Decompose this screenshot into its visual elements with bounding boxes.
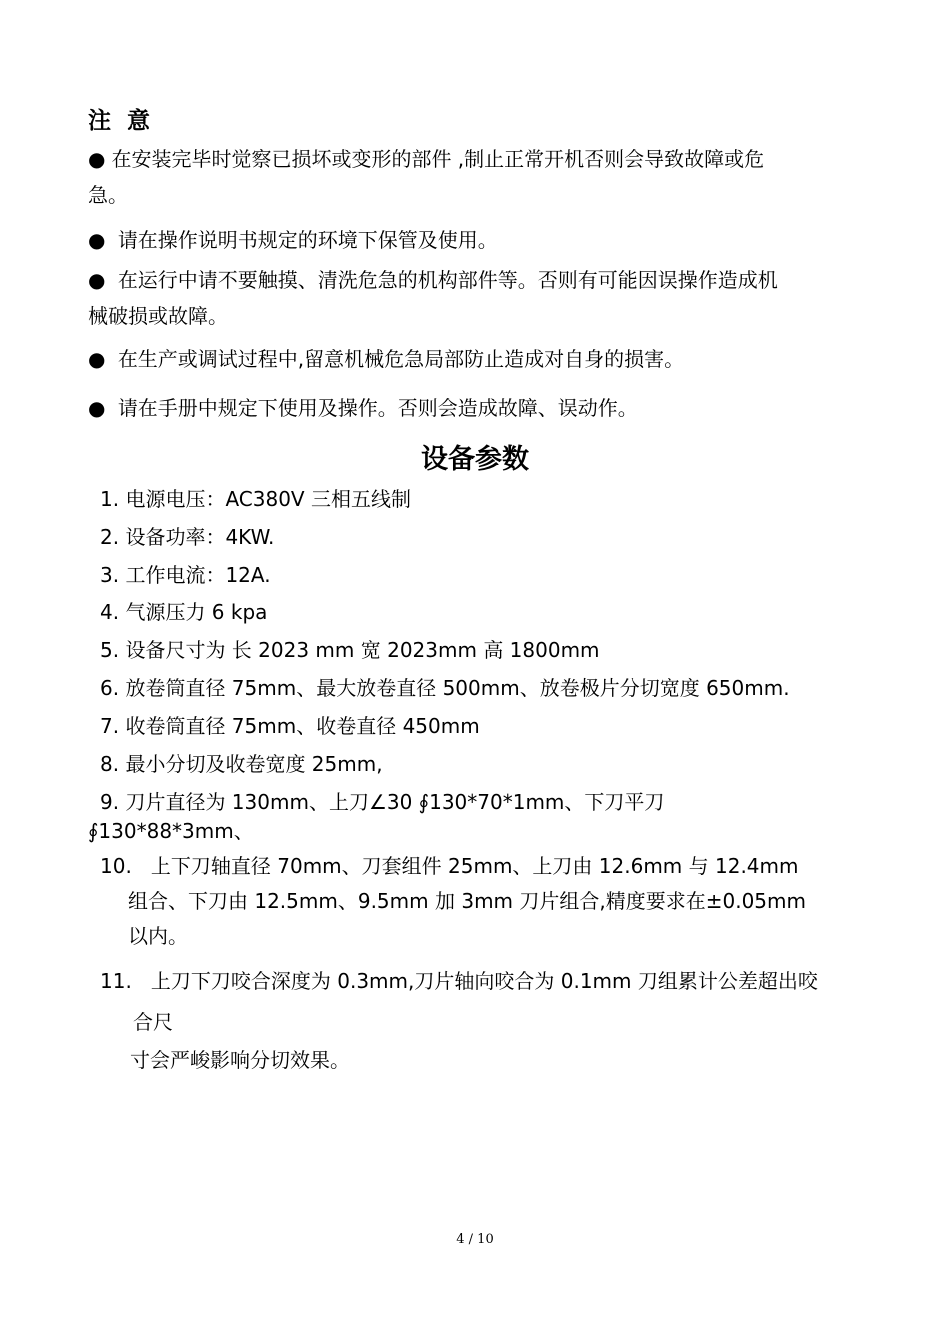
notice-item-2: ● 请在操作说明书规定的环境下保管及使用。	[88, 228, 498, 252]
param-item-9: 9. 刀片直径为 130mm、上刀∠30 ∮130*70*1mm、下刀平刀	[100, 790, 665, 814]
params-title: 设备参数	[421, 444, 529, 475]
page-indicator: 4 / 10	[456, 1232, 494, 1247]
param-item-1: 1. 电源电压：AC380V 三相五线制	[100, 487, 411, 511]
param-item-11: 11. 上刀下刀咬合深度为 0.3mm,刀片轴向咬合为 0.1mm 刀组累计公差超出咬	[100, 969, 818, 993]
param-item-9-cont: ∮130*88*3mm、	[88, 819, 254, 843]
notice-item-3: ● 在运行中请不要触摸、清洗危急的机构部件等。否则有可能因误操作造成机 械破损或故障。	[88, 268, 778, 328]
param-item-11-cont-1: 合尺	[133, 1010, 173, 1034]
bullet-icon: ●	[88, 268, 106, 292]
param-item-2: 2. 设备功率：4KW.	[100, 525, 275, 549]
bullet-icon: ●	[88, 147, 106, 171]
param-item-4: 4. 气源压力 6 kpa	[100, 600, 268, 624]
bullet-icon: ●	[88, 228, 106, 252]
param-item-10-cont-2: 以内。	[128, 924, 188, 948]
param-item-11-cont-2: 寸会严峻影响分切效果。	[130, 1048, 350, 1072]
param-item-6: 6. 放卷筒直径 75mm、最大放卷直径 500mm、放卷极片分切宽度 650mm.	[100, 676, 790, 700]
param-item-5: 5. 设备尺寸为 长 2023 mm 宽 2023mm 高 1800mm	[100, 638, 600, 662]
param-item-7: 7. 收卷筒直径 75mm、收卷直径 450mm	[100, 714, 480, 738]
notice-title: 注 意	[88, 108, 155, 134]
bullet-icon: ●	[88, 396, 106, 420]
notice-item-5: ● 请在手册中规定下使用及操作。否则会造成故障、误动作。	[88, 396, 638, 420]
notice-item-1: ● 在安装完毕时觉察已损坏或变形的部件 ,制止正常开机否则会导致故障或危 急。	[88, 147, 765, 207]
param-item-10: 10. 上下刀轴直径 70mm、刀套组件 25mm、上刀由 12.6mm 与 12.4mm	[100, 854, 799, 878]
param-item-10-cont-1: 组合、下刀由 12.5mm、9.5mm 加 3mm 刀片组合,精度要求在±0.05mm	[128, 889, 806, 913]
param-item-3: 3. 工作电流：12A.	[100, 563, 271, 587]
param-item-8: 8. 最小分切及收卷宽度 25mm,	[100, 752, 383, 776]
bullet-icon: ●	[88, 347, 106, 371]
notice-item-4: ● 在生产或调试过程中,留意机械危急局部防止造成对自身的损害。	[88, 347, 685, 371]
